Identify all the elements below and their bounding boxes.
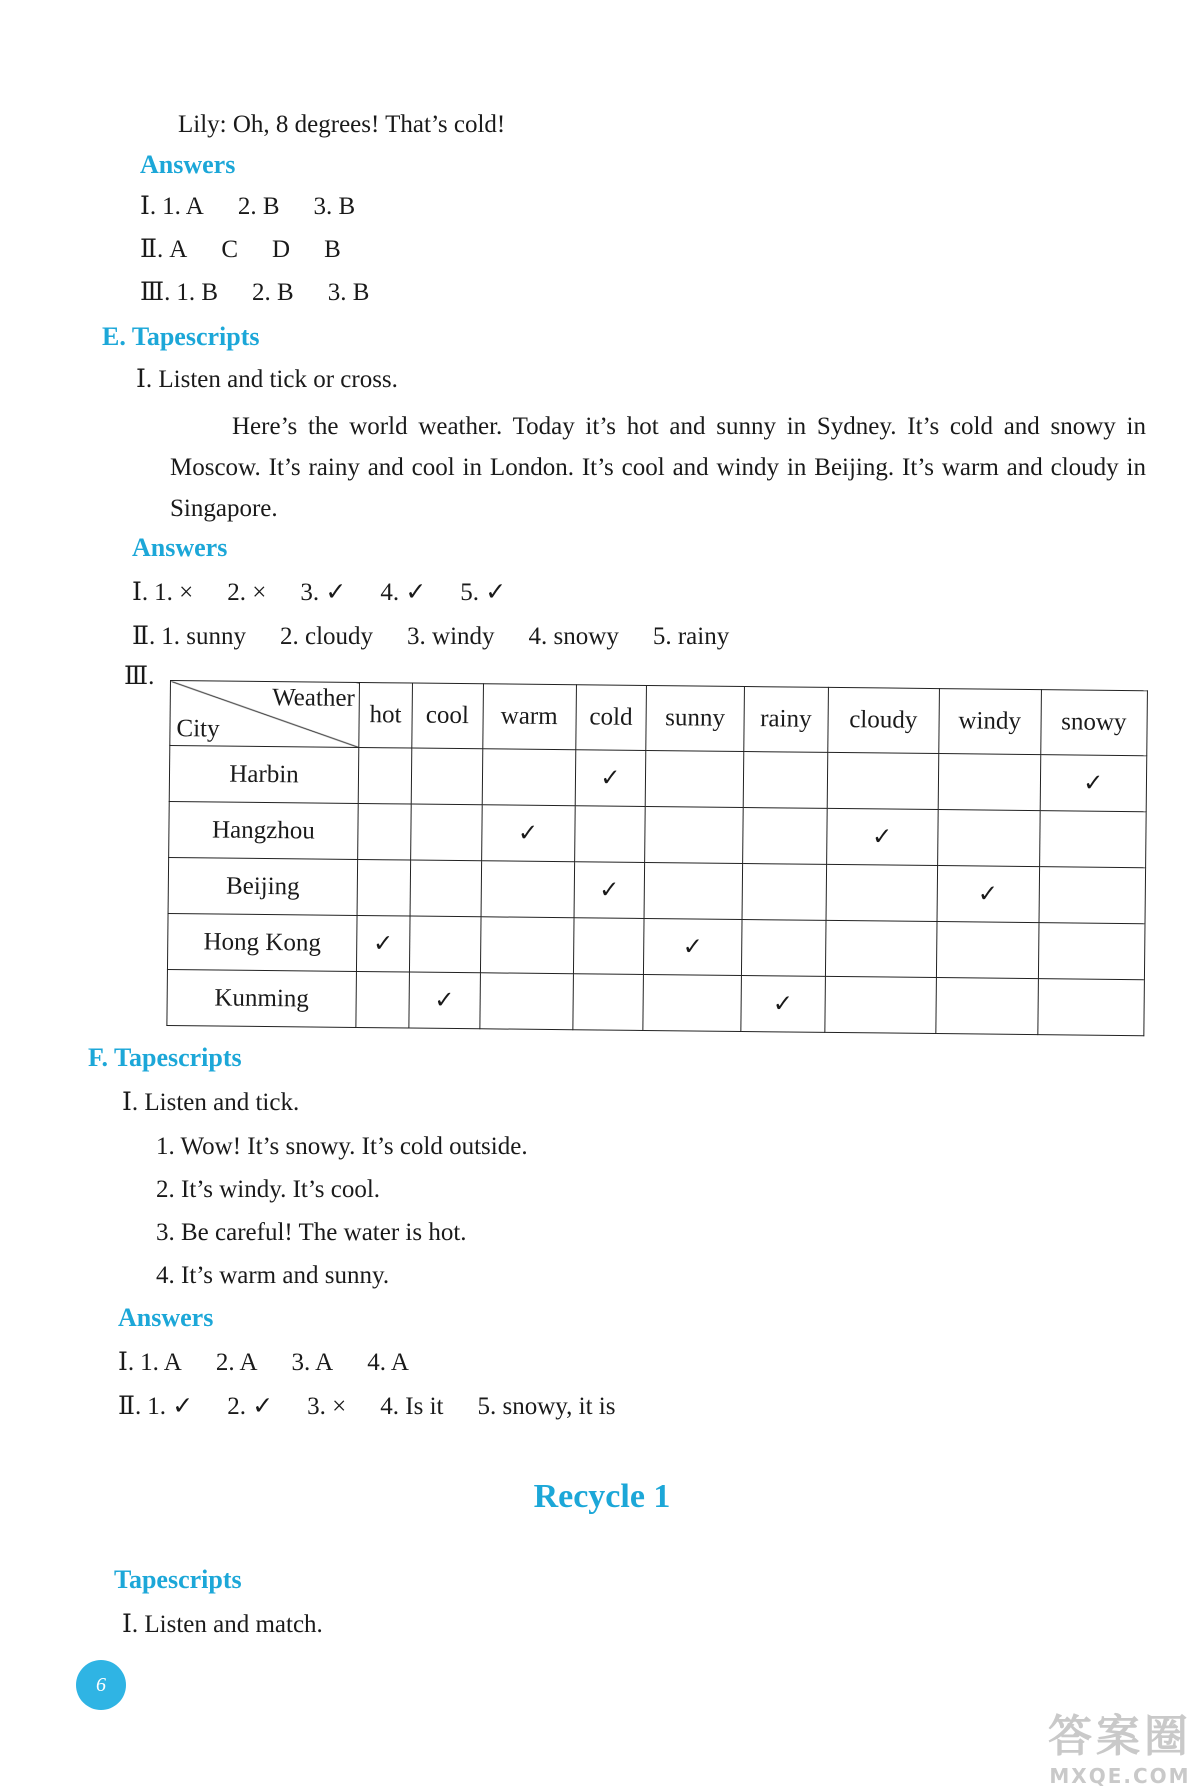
empty-cell <box>742 808 827 865</box>
answer-item: 1. × <box>154 579 194 606</box>
empty-cell <box>1039 811 1146 868</box>
answers-heading: Answers <box>132 533 228 562</box>
table-row <box>167 913 1145 979</box>
check-mark-cell <box>741 975 826 1032</box>
answer-item: D <box>272 236 291 263</box>
empty-cell <box>574 806 645 863</box>
answer-num: Ⅲ. <box>140 279 171 306</box>
check-mark-cell <box>575 750 646 807</box>
empty-cell <box>825 920 936 977</box>
script-line: 3. Be careful! The water is hot. <box>156 1219 467 1246</box>
part-title: Ⅰ. Listen and tick. <box>122 1089 300 1116</box>
city-cell: Kunming <box>167 969 357 1027</box>
empty-cell <box>938 754 1041 811</box>
script-line: 4. It’s warm and sunny. <box>156 1262 390 1289</box>
city-cell: Beijing <box>168 857 358 915</box>
recycle-heading: Tapescripts <box>114 1565 242 1594</box>
answer-item: 1. A <box>140 1349 182 1376</box>
check-mark-cell <box>481 805 575 862</box>
check-mark-cell <box>644 918 742 975</box>
table-row <box>167 969 1145 1035</box>
column-header-snowy: snowy <box>1040 690 1147 756</box>
answer-item: 3. ✓ <box>300 579 347 606</box>
empty-cell <box>825 976 936 1033</box>
check-mark-cell <box>409 972 480 1029</box>
check-mark-cell <box>1040 755 1147 812</box>
dialog-line: Lily: Oh, 8 degrees! That’s cold! <box>178 111 506 138</box>
answer-item: 2. × <box>227 579 267 606</box>
empty-cell <box>1038 923 1145 980</box>
answer-num: Ⅰ. <box>132 579 149 606</box>
empty-cell <box>358 747 411 804</box>
empty-cell <box>356 971 409 1028</box>
check-mark: ✓ <box>871 822 893 851</box>
check-mark: ✓ <box>434 985 455 1014</box>
empty-cell <box>936 922 1039 979</box>
check-mark: ✓ <box>772 989 794 1018</box>
empty-cell <box>1037 979 1144 1036</box>
column-header-rainy: rainy <box>744 687 829 753</box>
answer-item: 1. A <box>162 193 204 220</box>
answer-item: 4. Is it <box>380 1393 444 1420</box>
check-mark: ✓ <box>1083 768 1104 797</box>
column-header-sunny: sunny <box>646 685 744 751</box>
part-title: Ⅰ. Listen and match. <box>122 1611 323 1638</box>
answer-item: 2. cloudy <box>279 623 374 650</box>
empty-cell <box>643 974 741 1031</box>
empty-cell <box>1039 867 1146 924</box>
answer-row <box>140 235 375 265</box>
empty-cell <box>826 864 937 921</box>
answer-item: 1. ✓ <box>147 1393 194 1420</box>
empty-cell <box>358 803 411 860</box>
answer-num: Ⅰ. <box>140 193 157 220</box>
corner-weather-label: Weather <box>272 684 355 712</box>
answer-item: 4. snowy <box>528 623 619 650</box>
check-mark-cell <box>937 866 1040 923</box>
answer-item: B <box>324 236 341 263</box>
answer-item: A <box>169 236 188 263</box>
city-cell: Harbin <box>169 746 359 804</box>
empty-cell <box>357 859 410 916</box>
answer-item: 5. rainy <box>652 623 730 650</box>
check-mark: ✓ <box>682 932 703 961</box>
check-mark: ✓ <box>599 875 620 904</box>
check-mark-cell <box>574 862 645 919</box>
check-mark: ✓ <box>977 879 999 908</box>
answer-row <box>140 278 403 308</box>
check-mark-cell <box>356 915 409 972</box>
answer-item: 2. B <box>237 193 280 220</box>
empty-cell <box>411 748 482 805</box>
watermark-logo <box>1048 1700 1192 1788</box>
column-header-cold: cold <box>575 685 646 751</box>
answer-row <box>132 622 763 652</box>
empty-cell <box>644 862 742 919</box>
recycle-title: Recycle 1 <box>533 1478 671 1515</box>
answer-num: Ⅱ. <box>132 623 156 650</box>
watermark-text: 答案圈 <box>1048 1711 1192 1762</box>
empty-cell <box>645 806 743 863</box>
watermark-url: MXQE.COM <box>1049 1764 1191 1788</box>
table-header-row <box>170 681 1148 756</box>
answer-num: Ⅱ. <box>118 1393 142 1420</box>
answer-item: 3. windy <box>407 623 495 650</box>
answer-item: 3. B <box>327 279 370 306</box>
table-row <box>168 857 1146 923</box>
check-mark: ✓ <box>600 763 621 792</box>
section-heading-e: E. Tapescripts <box>102 322 260 351</box>
corner-cell <box>170 681 360 748</box>
empty-cell <box>935 978 1038 1035</box>
tapescript-paragraph: Here’s the world weather. Today it’s hot and sunny in Sydney. It’s cold and snowy in Moscow. It’s rainy and cool in London. It’s cool and windy in Beijing. It’s warm and cloudy in Singapore. <box>170 413 1146 522</box>
table-num: Ⅲ. <box>124 663 155 690</box>
part-title: Ⅰ. Listen and tick or cross. <box>136 366 398 393</box>
script-line: 2. It’s windy. It’s cool. <box>156 1176 381 1203</box>
check-mark-cell <box>826 808 937 865</box>
empty-cell <box>410 860 481 917</box>
script-line: 1. Wow! It’s snowy. It’s cold outside. <box>156 1133 528 1160</box>
answer-item: 3. B <box>313 193 356 220</box>
empty-cell <box>482 749 576 806</box>
empty-cell <box>743 752 828 809</box>
city-cell: Hangzhou <box>169 801 359 859</box>
empty-cell <box>937 810 1040 867</box>
empty-cell <box>572 974 643 1031</box>
answer-item: 3. A <box>291 1349 334 1376</box>
city-cell: Hong Kong <box>167 913 357 971</box>
section-heading-f: F. Tapescripts <box>88 1043 242 1072</box>
answer-item: 3. × <box>307 1393 347 1420</box>
answer-num: Ⅱ. <box>140 236 164 263</box>
empty-cell <box>480 917 574 974</box>
answer-item: 1. sunny <box>161 623 246 650</box>
column-header-warm: warm <box>482 684 576 750</box>
table-row <box>169 801 1147 867</box>
answers-heading: Answers <box>118 1303 214 1332</box>
empty-cell <box>742 864 827 921</box>
answers-heading: Answers <box>140 150 236 179</box>
answer-row <box>118 1392 649 1422</box>
answer-num: Ⅰ. <box>118 1349 135 1376</box>
answer-item: 5. ✓ <box>460 579 507 606</box>
column-header-cloudy: cloudy <box>828 687 940 753</box>
answer-item: 1. B <box>176 279 219 306</box>
answer-row <box>118 1348 443 1378</box>
answer-item: C <box>221 236 238 263</box>
empty-cell <box>409 916 480 973</box>
answer-item: 2. A <box>215 1349 258 1376</box>
corner-city-label: City <box>176 715 220 743</box>
empty-cell <box>573 918 644 975</box>
empty-cell <box>827 752 938 809</box>
answer-item: 2. ✓ <box>227 1393 274 1420</box>
empty-cell <box>481 861 575 918</box>
empty-cell <box>645 750 743 807</box>
check-mark: ✓ <box>372 929 394 958</box>
answer-item: 5. snowy, it is <box>477 1393 616 1420</box>
check-mark: ✓ <box>517 818 539 847</box>
page-number-badge: 6 <box>76 1660 126 1710</box>
answer-row <box>140 192 389 222</box>
empty-cell <box>741 920 826 977</box>
weather-table <box>166 680 1148 1036</box>
column-header-cool: cool <box>412 683 483 749</box>
answer-row <box>132 578 540 608</box>
answer-item: 4. ✓ <box>380 579 427 606</box>
empty-cell <box>479 973 573 1030</box>
empty-cell <box>411 804 482 861</box>
column-header-hot: hot <box>359 682 413 748</box>
column-header-windy: windy <box>938 689 1041 755</box>
answer-item: 2. B <box>252 279 294 306</box>
table-row <box>169 746 1147 812</box>
answer-item: 4. A <box>367 1349 409 1376</box>
